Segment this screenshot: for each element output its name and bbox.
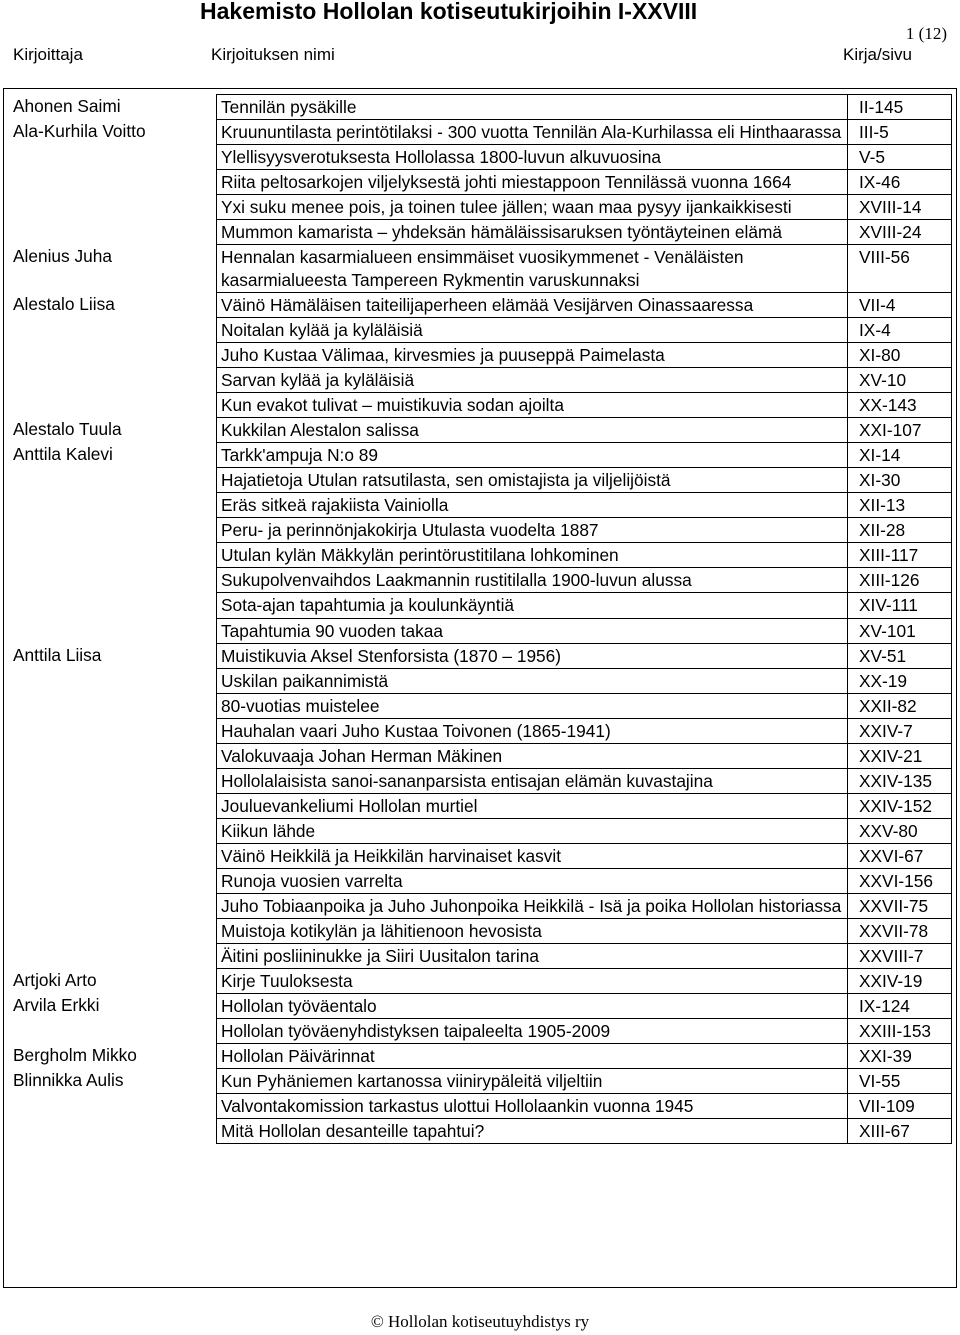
title-cell: Hauhalan vaari Juho Kustaa Toivonen (1865-1941) <box>217 719 848 744</box>
page-cell: II-145 <box>848 95 952 120</box>
title-cell: Uskilan paikannimistä <box>217 669 848 694</box>
title-cell: Kruununtilasta perintötilaksi - 300 vuotta Tennilän Ala-Kurhilassa eli Hinthaarassa <box>217 120 848 145</box>
title-cell: Muistoja kotikylän ja lähitienoon hevosista <box>217 919 848 944</box>
table-row <box>8 894 952 919</box>
page-cell: XI-30 <box>848 468 952 493</box>
page-cell: XXV-80 <box>848 819 952 844</box>
title-cell: Noitalan kylää ja kyläläisiä <box>217 318 848 343</box>
title-cell: Hollolalaisista sanoi-sananparsista entisajan elämän kuvastajina <box>217 769 848 794</box>
title-cell: 80-vuotias muistelee <box>217 694 848 719</box>
table-row <box>8 343 952 368</box>
title-cell: Hajatietoja Utulan ratsutilasta, sen omistajista ja viljelijöistä <box>217 468 848 493</box>
page-cell: IX-46 <box>848 170 952 195</box>
author-cell <box>8 769 217 794</box>
table-row <box>8 368 952 393</box>
table-row <box>8 719 952 744</box>
table-row <box>8 769 952 794</box>
table-row <box>8 644 952 669</box>
page-cell: III-5 <box>848 120 952 145</box>
author-cell <box>8 493 217 518</box>
author-cell: Anttila Kalevi <box>13 443 113 464</box>
table-row <box>8 619 952 644</box>
table-row <box>8 195 952 220</box>
table-row <box>8 145 952 170</box>
author-cell: Anttila Liisa <box>13 644 102 665</box>
page-cell: XX-143 <box>848 393 952 418</box>
title-cell: Muistikuvia Aksel Stenforsista (1870 – 1956) <box>217 644 848 669</box>
page-number: 1 (12) <box>905 24 947 43</box>
table-row <box>8 994 952 1019</box>
author-cell <box>8 919 217 944</box>
page-cell: XIII-126 <box>848 568 952 593</box>
table-row <box>8 170 952 195</box>
page-cell: XXIV-152 <box>848 794 952 819</box>
title-cell: Jouluevankeliumi Hollolan murtiel <box>217 794 848 819</box>
author-cell: Ahonen Saimi <box>13 95 121 116</box>
table-row <box>8 1119 952 1144</box>
title-cell: Mitä Hollolan desanteille tapahtui? <box>217 1119 848 1144</box>
page-cell: XX-19 <box>848 669 952 694</box>
table-row <box>8 245 952 293</box>
author-cell: Artjoki Arto <box>13 969 97 990</box>
table-row <box>8 493 952 518</box>
author-cell <box>8 543 217 568</box>
page-cell: IX-4 <box>848 318 952 343</box>
column-header-page: Kirja/sivu <box>843 45 912 64</box>
page-cell: XIV-111 <box>848 593 952 619</box>
author-cell <box>8 719 217 744</box>
title-cell: Väinö Hämäläisen taiteilijaperheen elämää Vesijärven Oinassaaressa <box>217 293 848 318</box>
title-cell: Runoja vuosien varrelta <box>217 869 848 894</box>
table-row <box>8 1094 952 1119</box>
author-cell <box>8 819 217 844</box>
table-row <box>8 393 952 418</box>
title-cell: Utulan kylän Mäkkylän perintörustitilana lohkominen <box>217 543 848 568</box>
table-row <box>8 418 952 443</box>
author-cell <box>8 518 217 543</box>
page-cell: XXIII-153 <box>848 1019 952 1044</box>
title-cell: Eräs sitkeä rajakiista Vainiolla <box>217 493 848 518</box>
page-cell: XIII-67 <box>848 1119 952 1144</box>
page-cell: XXI-107 <box>848 418 952 443</box>
page-cell: XI-14 <box>848 443 952 468</box>
author-cell <box>8 794 217 819</box>
table-row <box>8 593 952 619</box>
table-row <box>8 1019 952 1044</box>
table-row <box>8 919 952 944</box>
table-row <box>8 819 952 844</box>
title-cell: Valvontakomission tarkastus ulottui Hollolaankin vuonna 1945 <box>217 1094 848 1119</box>
title-cell: Kun Pyhäniemen kartanossa viinirypäleitä viljeltiin <box>217 1069 848 1094</box>
page-cell: XI-80 <box>848 343 952 368</box>
title-cell: Tapahtumia 90 vuoden takaa <box>217 619 848 644</box>
title-cell: Riita peltosarkojen viljelyksestä johti miestappoon Tennilässä vuonna 1664 <box>217 170 848 195</box>
title-cell: Valokuvaaja Johan Herman Mäkinen <box>217 744 848 769</box>
page-cell: XXIV-7 <box>848 719 952 744</box>
author-cell <box>8 368 217 393</box>
author-cell <box>8 619 217 644</box>
title-cell: Kukkilan Alestalon salissa <box>217 418 848 443</box>
table-row <box>8 120 952 145</box>
author-cell <box>8 170 217 195</box>
title-cell: Kun evakot tulivat – muistikuvia sodan ajoilta <box>217 393 848 418</box>
title-cell: Yxi suku menee pois, ja toinen tulee jällen; waan maa pysyy ijankaikkisesti <box>217 195 848 220</box>
table-row <box>8 844 952 869</box>
author-cell: Ala-Kurhila Voitto <box>13 120 146 141</box>
title-cell: Sukupolvenvaihdos Laakmannin rustitilalla 1900-luvun alussa <box>217 568 848 593</box>
page-cell: XV-10 <box>848 368 952 393</box>
table-row <box>8 318 952 343</box>
title-cell: Kirje Tuuloksesta <box>217 969 848 994</box>
author-cell <box>8 343 217 368</box>
table-row <box>8 869 952 894</box>
page-cell: IX-124 <box>848 994 952 1019</box>
title-cell: Juho Kustaa Välimaa, kirvesmies ja puuseppä Paimelasta <box>217 343 848 368</box>
page-cell: XXIV-21 <box>848 744 952 769</box>
page-cell: XXVII-78 <box>848 919 952 944</box>
page-cell: XXII-82 <box>848 694 952 719</box>
page-cell: VII-4 <box>848 293 952 318</box>
title-cell: Hollolan työväenyhdistyksen taipaleelta 1905-2009 <box>217 1019 848 1044</box>
page-cell: XXVII-75 <box>848 894 952 919</box>
author-cell <box>8 944 217 969</box>
table-row <box>8 443 952 468</box>
footer-copyright: © Hollolan kotiseutuyhdistys ry <box>370 1312 590 1331</box>
author-cell <box>8 669 217 694</box>
page-cell: XII-28 <box>848 518 952 543</box>
title-cell: Sarvan kylää ja kyläläisiä <box>217 368 848 393</box>
table-row <box>8 293 952 318</box>
title-cell: Ylellisyysverotuksesta Hollolassa 1800-luvun alkuvuosina <box>217 145 848 170</box>
author-cell <box>8 844 217 869</box>
author-cell <box>8 195 217 220</box>
page-cell: XII-13 <box>848 493 952 518</box>
author-cell <box>8 568 217 593</box>
page-cell: VI-55 <box>848 1069 952 1094</box>
author-cell <box>8 393 217 418</box>
author-cell: Arvila Erkki <box>13 994 100 1015</box>
author-cell <box>8 145 217 170</box>
author-cell <box>8 1119 217 1144</box>
page-cell: VIII-56 <box>848 245 952 293</box>
page-cell: XV-51 <box>848 644 952 669</box>
author-cell: Alenius Juha <box>13 245 112 266</box>
page-cell: XVIII-24 <box>848 220 952 245</box>
title-cell: Väinö Heikkilä ja Heikkilän harvinaiset kasvit <box>217 844 848 869</box>
table-row <box>8 969 952 994</box>
table-row <box>8 95 952 120</box>
column-header-author: Kirjoittaja <box>13 45 83 64</box>
author-cell: Blinnikka Aulis <box>13 1069 124 1090</box>
author-cell <box>8 869 217 894</box>
author-cell <box>8 694 217 719</box>
table-row <box>8 744 952 769</box>
author-cell: Alestalo Liisa <box>13 293 115 314</box>
page-title: Hakemisto Hollolan kotiseutukirjoihin I-XXVIII <box>200 0 698 24</box>
author-cell <box>8 220 217 245</box>
title-cell: Äitini posliininukke ja Siiri Uusitalon tarina <box>217 944 848 969</box>
table-row <box>8 543 952 568</box>
title-cell: Hollolan Päivärinnat <box>217 1044 848 1069</box>
table-row <box>8 944 952 969</box>
author-cell <box>8 894 217 919</box>
title-cell: Tarkk'ampuja N:o 89 <box>217 443 848 468</box>
author-cell <box>8 744 217 769</box>
title-cell: Mummon kamarista – yhdeksän hämäläissisaruksen työntäyteinen elämä <box>217 220 848 245</box>
author-cell <box>8 1019 217 1044</box>
page-cell: XXVI-67 <box>848 844 952 869</box>
table-row <box>8 1044 952 1069</box>
table-row <box>8 1069 952 1094</box>
table-row <box>8 468 952 493</box>
title-cell: Hennalan kasarmialueen ensimmäiset vuosikymmenet - Venäläisten kasarmialueesta Tampereen Rykmentin varuskunnaksi <box>217 245 848 293</box>
table-row <box>8 794 952 819</box>
table-row <box>8 568 952 593</box>
table-row <box>8 220 952 245</box>
page-cell: XXVI-156 <box>848 869 952 894</box>
title-cell: Hollolan työväentalo <box>217 994 848 1019</box>
author-cell <box>8 468 217 493</box>
page-cell: XV-101 <box>848 619 952 644</box>
author-cell <box>8 1094 217 1119</box>
title-cell: Tennilän pysäkille <box>217 95 848 120</box>
page-cell: V-5 <box>848 145 952 170</box>
page-cell: VII-109 <box>848 1094 952 1119</box>
title-cell: Kiikun lähde <box>217 819 848 844</box>
page-cell: XIII-117 <box>848 543 952 568</box>
author-cell: Alestalo Tuula <box>13 418 122 439</box>
title-cell: Peru- ja perinnönjakokirja Utulasta vuodelta 1887 <box>217 518 848 543</box>
table-row <box>8 694 952 719</box>
column-header-title: Kirjoituksen nimi <box>211 45 335 64</box>
title-cell: Sota-ajan tapahtumia ja koulunkäyntiä <box>217 593 848 619</box>
index-table <box>8 94 952 1144</box>
page-cell: XVIII-14 <box>848 195 952 220</box>
author-cell <box>8 593 217 619</box>
author-cell <box>8 318 217 343</box>
title-cell: Juho Tobiaanpoika ja Juho Juhonpoika Heikkilä - Isä ja poika Hollolan historiassa <box>217 894 848 919</box>
page-cell: XXIV-135 <box>848 769 952 794</box>
table-row <box>8 518 952 543</box>
page-cell: XXI-39 <box>848 1044 952 1069</box>
page-cell: XXVIII-7 <box>848 944 952 969</box>
author-cell: Bergholm Mikko <box>13 1044 137 1065</box>
table-row <box>8 669 952 694</box>
page-cell: XXIV-19 <box>848 969 952 994</box>
